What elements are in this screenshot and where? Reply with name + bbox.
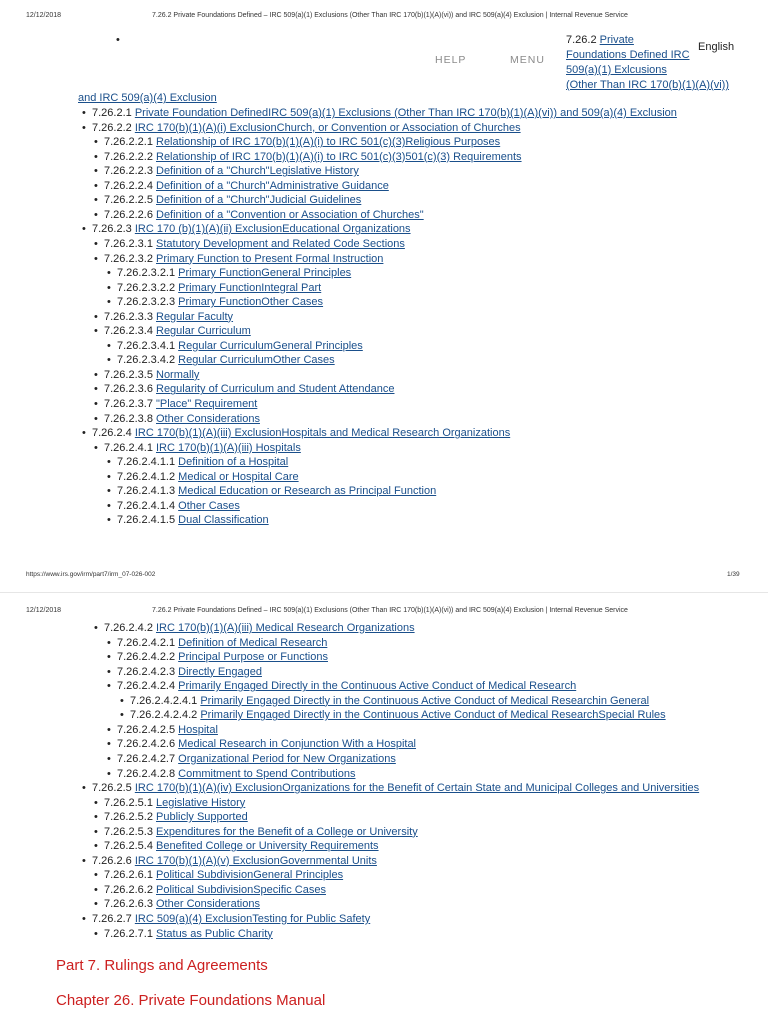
toc-item-number: 7.26.2.2.1 <box>104 136 156 149</box>
list-bullet: • <box>107 470 111 483</box>
list-bullet: • <box>82 854 86 867</box>
toc-item-number: 7.26.2.4.1.3 <box>117 485 179 498</box>
list-bullet: • <box>94 883 98 896</box>
toc-item-number: 7.26.2.7 <box>92 913 135 925</box>
toc-item-link[interactable]: Regularity of Curriculum and Student Attendance <box>156 383 395 396</box>
toc-item <box>94 310 233 325</box>
toc-item-number: 7.26.2.3.4 <box>104 325 156 338</box>
toc-item <box>82 106 677 121</box>
toc-item-link[interactable]: Benefited College or University Requirements <box>156 840 379 853</box>
toc-item-link[interactable]: Private Foundation DefinedIRC 509(a)(1) Exclusions (Other Than IRC 170(b)(1)(A)(vi)) and 509(a)(4) Exclusion <box>134 107 677 119</box>
toc-item <box>107 266 351 281</box>
list-bullet: • <box>94 825 98 838</box>
current-section-number: 7.26.2 <box>566 34 597 46</box>
toc-item <box>82 912 370 927</box>
toc-item-number: 7.26.2.2.2 <box>104 150 156 163</box>
toc-item-link[interactable]: Medical Research in Conjunction With a Hospital <box>178 738 417 751</box>
page1-footer-url: https://www.irs.gov/irm/part7/irm_07-026-002 <box>26 571 156 578</box>
toc-item-number: 7.26.2.3.2.3 <box>117 296 179 309</box>
page2-header-title: 7.26.2 Private Foundations Defined – IRC 509(a)(1) Exclusions (Other Than IRC 170(b)(1)(A)(vi)) and IRC 509(a)(4) Exclusion | Internal Revenue Service <box>152 607 628 614</box>
list-bullet: • <box>94 310 98 323</box>
toc-item-number: 7.26.2.3 <box>92 223 135 236</box>
toc-item-number: 7.26.2.3.4.2 <box>117 354 179 367</box>
toc-item <box>94 897 260 912</box>
list-bullet: • <box>107 354 111 367</box>
toc-item <box>82 222 411 237</box>
toc-item-number: 7.26.2.2.4 <box>104 179 156 192</box>
list-bullet: • <box>107 665 111 678</box>
toc-item <box>107 665 262 680</box>
toc-item-number: 7.26.2.4.2.1 <box>117 636 179 649</box>
toc-item-number: 7.26.2.3.5 <box>104 368 156 381</box>
toc-item <box>94 193 361 208</box>
page1-header-title: 7.26.2 Private Foundations Defined – IRC 509(a)(1) Exclusions (Other Than IRC 170(b)(1)(A)(vi)) and IRC 509(a)(4) Exclusion | Internal Revenue Service <box>152 12 628 19</box>
list-bullet: • <box>107 499 111 512</box>
toc-item-link[interactable]: Dual Classification <box>178 514 269 527</box>
toc-item-number: 7.26.2.3.2 <box>104 252 156 265</box>
toc-item-link[interactable]: Regular Curriculum <box>156 325 251 338</box>
toc-item-number: 7.26.2.2.6 <box>104 208 156 221</box>
list-bullet: • <box>107 296 111 309</box>
list-bullet: • <box>116 34 120 46</box>
list-bullet: • <box>107 456 111 469</box>
toc-item-number: 7.26.2.4 <box>92 427 135 440</box>
toc-item-number: 7.26.2.6.1 <box>104 869 156 882</box>
toc-item-link[interactable]: Other Considerations <box>156 412 260 425</box>
toc-item <box>82 781 699 796</box>
list-bullet: • <box>107 267 111 280</box>
toc-item <box>107 767 355 782</box>
toc-item <box>107 679 576 694</box>
toc-item <box>94 810 248 825</box>
toc-item-link[interactable]: Regular Faculty <box>156 310 234 323</box>
toc-item-number: 7.26.2.3.3 <box>104 310 156 323</box>
toc-item-link[interactable]: IRC 170 (b)(1)(A)(ii) ExclusionEducational Organizations <box>134 223 411 236</box>
toc-item-link[interactable]: Expenditures for the Benefit of a College or University <box>156 825 418 838</box>
toc-item <box>120 694 649 709</box>
toc-item-number: 7.26.2.4.1.5 <box>117 514 179 527</box>
list-bullet: • <box>82 121 86 134</box>
toc-item <box>107 295 323 310</box>
page2-header-date: 12/12/2018 <box>26 607 62 614</box>
toc-item <box>94 825 418 840</box>
list-bullet: • <box>94 136 98 149</box>
toc-item <box>107 455 288 470</box>
toc-item-link[interactable]: Directly Engaged <box>178 665 262 678</box>
toc-item-number: 7.26.2.3.2.2 <box>117 281 179 294</box>
toc-item <box>82 426 510 441</box>
toc-item <box>107 636 327 651</box>
toc-item-number: 7.26.2.5.3 <box>104 825 156 838</box>
current-section-link-cont[interactable]: and IRC 509(a)(4) Exclusion <box>78 92 217 104</box>
toc-item-number: 7.26.2.5.4 <box>104 840 156 853</box>
list-bullet: • <box>94 796 98 809</box>
toc-item-number: 7.26.2.3.2.1 <box>117 267 179 280</box>
list-bullet: • <box>94 840 98 853</box>
toc-item-link[interactable]: Hospital <box>178 723 218 736</box>
toc-item-number: 7.26.2.4.1 <box>104 441 156 454</box>
toc-item-link[interactable]: Definition of a Hospital <box>178 456 289 469</box>
toc-item-number: 7.26.2.2.3 <box>104 165 156 178</box>
toc-item-link[interactable]: IRC 170(b)(1)(A)(i) ExclusionChurch, or Convention or Association of Churches <box>134 121 521 134</box>
toc-item-number: 7.26.2.5.1 <box>104 796 156 809</box>
toc-item-link[interactable]: Relationship of IRC 170(b)(1)(A)(i) to IRC 501(c)(3)Religious Purposes <box>156 136 501 149</box>
toc-item-number: 7.26.2.3.6 <box>104 383 156 396</box>
list-bullet: • <box>120 694 124 707</box>
list-bullet: • <box>107 636 111 649</box>
toc-item-number: 7.26.2.4.2.2 <box>117 651 179 664</box>
toc-item-link[interactable]: IRC 170(b)(1)(A)(v) ExclusionGovernmental Units <box>134 854 377 867</box>
list-bullet: • <box>94 441 98 454</box>
toc-item <box>107 513 269 528</box>
list-bullet: • <box>107 680 111 693</box>
toc-item <box>107 353 335 368</box>
toc-item-link[interactable]: Principal Purpose or Functions <box>178 651 328 664</box>
toc-item-link[interactable]: Regular CurriculumOther Cases <box>178 354 335 367</box>
toc-item-link[interactable]: Normally <box>156 368 200 381</box>
list-bullet: • <box>107 738 111 751</box>
toc-item-link[interactable]: Political SubdivisionSpecific Cases <box>156 883 326 896</box>
list-bullet: • <box>94 398 98 410</box>
toc-item <box>94 397 257 412</box>
toc-item-number: 7.26.2.2 <box>92 121 135 134</box>
toc-item-link[interactable]: IRC 170(b)(1)(A)(iv) ExclusionOrganizations for the Benefit of Certain State and Municipal Colleges and Universities <box>134 782 700 795</box>
toc-item-number: 7.26.2.3.7 <box>104 398 156 410</box>
toc-item <box>94 927 273 942</box>
toc-item <box>94 368 199 383</box>
toc-item-number: 7.26.2.6.2 <box>104 883 156 896</box>
list-bullet: • <box>94 869 98 882</box>
toc-item-number: 7.26.2.4.1.4 <box>117 499 179 512</box>
chapter-heading: Chapter 26. Private Foundations Manual <box>56 992 326 1009</box>
toc-item-link[interactable]: Primarily Engaged Directly in the Continuous Active Conduct of Medical Researchin General <box>200 694 650 707</box>
toc-item-link[interactable]: Medical Education or Research as Principal Function <box>178 485 437 498</box>
list-bullet: • <box>120 709 124 722</box>
language-selector[interactable]: English <box>698 41 735 53</box>
list-bullet: • <box>94 622 98 634</box>
toc-item <box>94 883 326 898</box>
toc-item-link[interactable]: Primarily Engaged Directly in the Continuous Active Conduct of Medical ResearchSpecial Rules <box>200 709 666 722</box>
list-bullet: • <box>94 325 98 338</box>
toc-item-number: 7.26.2.4.2.4 <box>117 680 179 693</box>
toc-item-link[interactable]: Medical or Hospital Care <box>178 470 299 483</box>
toc-item-number: 7.26.2.4.1.1 <box>117 456 179 469</box>
toc-item-link[interactable]: Relationship of IRC 170(b)(1)(A)(i) to IRC 501(c)(3)501(c)(3) Requirements <box>156 150 522 163</box>
toc-item-link[interactable]: Organizational Period for New Organizations <box>178 752 396 765</box>
toc-item <box>94 164 359 179</box>
toc-item-number: 7.26.2.5 <box>92 782 135 795</box>
current-section-link-line4[interactable]: (Other Than IRC 170(b)(1)(A)(vi)) <box>566 79 729 91</box>
list-bullet: • <box>94 412 98 425</box>
toc-item-number: 7.26.2.4.2.6 <box>117 738 179 751</box>
list-bullet: • <box>107 339 111 352</box>
toc-item <box>94 796 245 811</box>
list-bullet: • <box>94 927 98 940</box>
toc-item <box>120 708 666 723</box>
toc-item-link[interactable]: Status as Public Charity <box>156 927 273 940</box>
list-bullet: • <box>107 651 111 664</box>
toc-item-number: 7.26.2.4.2 <box>104 622 156 634</box>
toc-item-number: 7.26.2.4.2.4.1 <box>130 694 201 707</box>
toc-item-link[interactable]: Definition of a "Church"Judicial Guidelines <box>156 194 362 207</box>
list-bullet: • <box>82 427 86 440</box>
toc-item <box>107 723 218 738</box>
toc-item <box>94 868 343 883</box>
list-bullet: • <box>107 281 111 294</box>
list-bullet: • <box>94 383 98 396</box>
toc-item-link[interactable]: IRC 170(b)(1)(A)(iii) Hospitals <box>156 441 301 454</box>
list-bullet: • <box>94 811 98 824</box>
toc-item-link[interactable]: Primary FunctionIntegral Part <box>178 281 322 294</box>
toc-item <box>82 854 377 869</box>
toc-item-link[interactable]: Primarily Engaged Directly in the Continuous Active Conduct of Medical Research <box>178 680 577 693</box>
toc-item <box>94 412 260 427</box>
toc-item-number: 7.26.2.6.3 <box>104 898 156 911</box>
toc-item <box>94 135 500 150</box>
list-bullet: • <box>107 752 111 765</box>
toc-item-link[interactable]: Primary FunctionGeneral Principles <box>178 267 352 280</box>
toc-item <box>94 179 389 194</box>
list-bullet: • <box>107 723 111 736</box>
toc-item-number: 7.26.2.4.2.5 <box>117 723 179 736</box>
list-bullet: • <box>82 782 86 795</box>
toc-item-link[interactable]: Legislative History <box>156 796 246 809</box>
toc-item-number: 7.26.2.2.5 <box>104 194 156 207</box>
menu-button[interactable]: MENU <box>510 54 545 66</box>
toc-item-link[interactable]: Other Considerations <box>156 898 260 911</box>
toc-item-link[interactable]: IRC 170(b)(1)(A)(iii) ExclusionHospitals and Medical Research Organizations <box>134 427 511 440</box>
page-divider <box>0 592 768 593</box>
list-bullet: • <box>107 767 111 780</box>
list-bullet: • <box>82 913 86 925</box>
toc-item-number: 7.26.2.3.4.1 <box>117 339 179 352</box>
list-bullet: • <box>82 223 86 236</box>
toc-item-number: 7.26.2.4.2.7 <box>117 752 179 765</box>
toc-item-number: 7.26.2.5.2 <box>104 811 156 824</box>
toc-item-link[interactable]: Political SubdivisionGeneral Principles <box>156 869 344 882</box>
toc-item <box>107 650 328 665</box>
toc-item-number: 7.26.2.1 <box>92 107 135 119</box>
list-bullet: • <box>107 514 111 527</box>
toc-item-number: 7.26.2.4.2.8 <box>117 767 179 780</box>
toc-item-link[interactable]: Primary FunctionOther Cases <box>178 296 324 309</box>
list-bullet: • <box>94 165 98 178</box>
toc-item-number: 7.26.2.4.2.4.2 <box>130 709 201 722</box>
toc-item-link[interactable]: Other Cases <box>178 499 240 512</box>
toc-item <box>94 839 379 854</box>
toc-item-link[interactable]: Regular CurriculumGeneral Principles <box>178 339 363 352</box>
toc-item <box>82 121 521 136</box>
toc-item <box>107 339 363 354</box>
toc-item <box>107 499 240 514</box>
page1-header-date: 12/12/2018 <box>26 12 62 19</box>
toc-item-number: 7.26.2.4.2.3 <box>117 665 179 678</box>
toc-item <box>94 382 394 397</box>
toc-item-link[interactable]: Statutory Development and Related Code Sections <box>156 237 405 250</box>
toc-item-number: 7.26.2.3.1 <box>104 237 156 250</box>
current-section-link[interactable]: Private <box>599 34 634 46</box>
toc-item <box>94 208 424 223</box>
help-button[interactable]: HELP <box>435 54 467 66</box>
list-bullet: • <box>94 208 98 221</box>
toc-item <box>94 441 301 456</box>
toc-item-number: 7.26.2.6 <box>92 854 135 867</box>
list-bullet: • <box>94 368 98 381</box>
list-bullet: • <box>82 107 86 119</box>
toc-item <box>94 621 415 636</box>
toc-item-link[interactable]: IRC 170(b)(1)(A)(iii) Medical Research Organizations <box>156 622 415 634</box>
toc-item <box>94 150 522 165</box>
list-bullet: • <box>94 150 98 163</box>
toc-item-number: 7.26.2.4.1.2 <box>117 470 179 483</box>
list-bullet: • <box>107 485 111 498</box>
list-bullet: • <box>94 237 98 250</box>
toc-item <box>94 252 383 267</box>
toc-item <box>107 737 416 752</box>
list-bullet: • <box>94 252 98 265</box>
toc-item <box>94 237 405 252</box>
toc-item <box>107 752 396 767</box>
toc-item-number: 7.26.2.7.1 <box>104 927 156 940</box>
toc-item-number: 7.26.2.3.8 <box>104 412 156 425</box>
toc-item-link[interactable]: Definition of Medical Research <box>178 636 328 649</box>
toc-item-link[interactable]: IRC 509(a)(4) ExclusionTesting for Public Safety <box>134 913 371 925</box>
toc-item-link[interactable]: Publicly Supported <box>156 811 248 824</box>
list-bullet: • <box>94 179 98 192</box>
toc-item-link[interactable]: Definition of a "Convention or Association of Churches" <box>156 208 424 221</box>
toc-item <box>107 470 299 485</box>
toc-item <box>94 324 251 339</box>
toc-item-link[interactable]: Definition of a "Church"Legislative History <box>156 165 359 178</box>
part-heading: Part 7. Rulings and Agreements <box>56 957 268 974</box>
toc-item-link[interactable]: Commitment to Spend Contributions <box>178 767 356 780</box>
list-bullet: • <box>94 898 98 911</box>
toc-item-link[interactable]: Definition of a "Church"Administrative Guidance <box>156 179 389 192</box>
list-bullet: • <box>94 194 98 207</box>
toc-item-link[interactable]: Primary Function to Present Formal Instruction <box>156 252 384 265</box>
toc-item <box>107 484 436 499</box>
current-section-link-line2[interactable]: Foundations Defined IRC <box>566 49 690 61</box>
current-section-link-line3[interactable]: 509(a)(1) Exlcusions <box>566 64 667 76</box>
toc-item-link[interactable]: "Place" Requirement <box>156 398 258 410</box>
page1-footer-page: 1/39 <box>727 571 740 578</box>
toc-item <box>107 281 321 296</box>
